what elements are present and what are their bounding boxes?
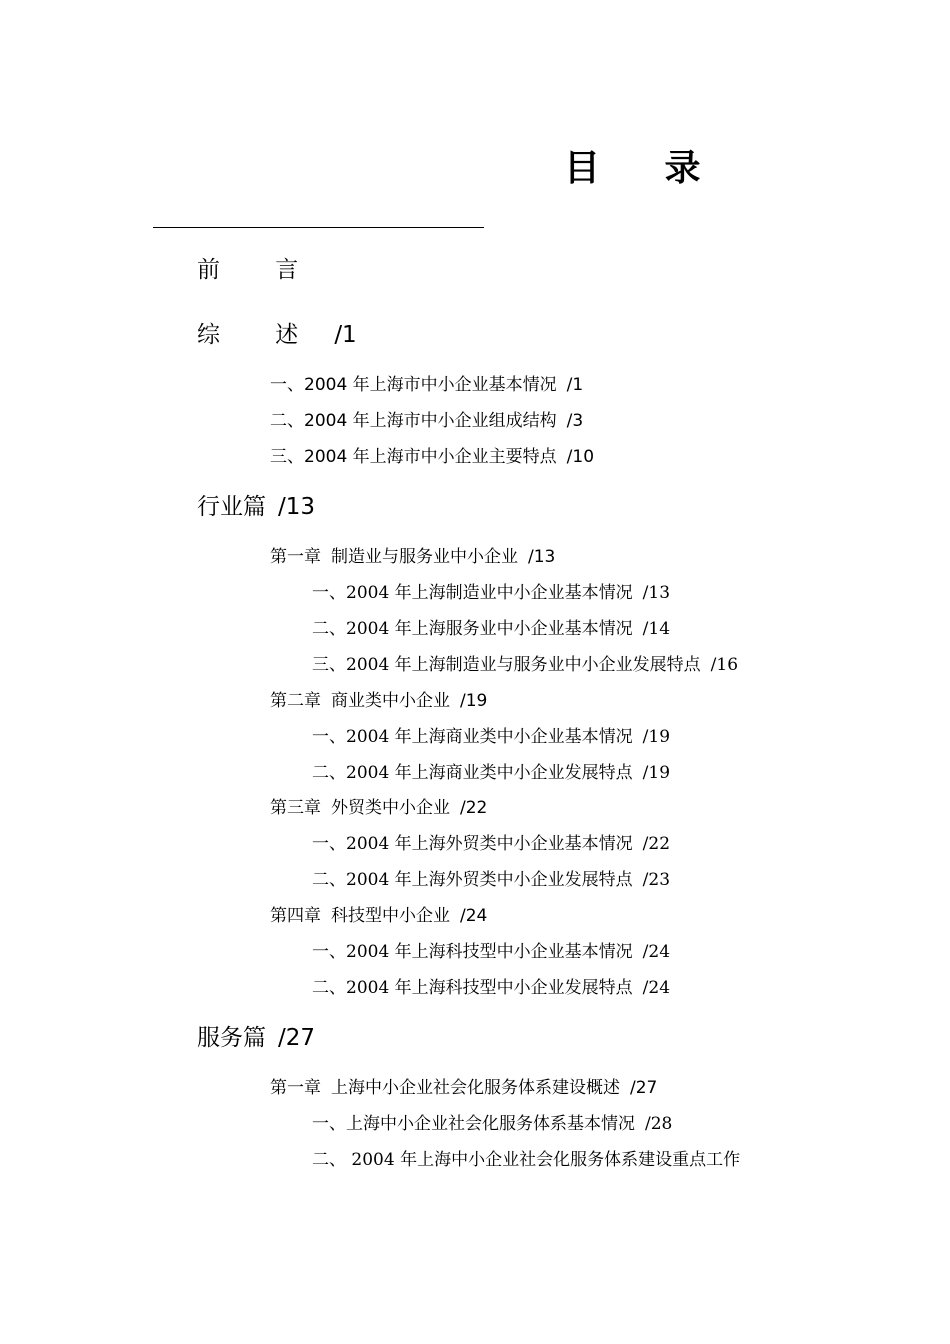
toc-entry[interactable] [312,621,670,638]
entry-text: 二、2004 年上海科技型中小企业发展特点 [312,978,633,998]
chapter-page: /27 [630,1078,658,1098]
title-rule [153,227,484,228]
toc-entry[interactable] [312,729,670,746]
part-label: 行业篇 [197,494,266,520]
chapter-title: 制造业与服务业中小企业 [331,547,518,567]
entry-text: 一、2004 年上海商业类中小企业基本情况 [312,727,633,747]
toc-entry[interactable] [312,765,670,782]
entry-text: 二、 2004 年上海中小企业社会化服务体系建设重点工作 [312,1150,741,1170]
entry-text: 二、2004 年上海商业类中小企业发展特点 [312,763,633,783]
toc-part-preface[interactable] [197,259,322,282]
part-page: /27 [278,1025,316,1051]
toc-entry[interactable] [270,413,583,430]
chapter-page: /22 [460,798,488,818]
toc-chapter[interactable] [270,549,555,566]
entry-page: /28 [645,1114,673,1134]
entry-page: /24 [642,942,671,962]
entry-page: /13 [642,583,671,603]
part-label: 综 述 [197,322,323,348]
entry-page: /19 [642,763,671,783]
chapter-label: 第四章 [270,906,321,926]
chapter-page: /24 [460,906,488,926]
chapter-label: 第三章 [270,798,321,818]
entry-page: /24 [642,978,671,998]
entry-page: /3 [566,411,584,431]
entry-page: /22 [642,834,671,854]
entry-text: 二、2004 年上海服务业中小企业基本情况 [312,619,633,639]
part-label: 前 言 [197,257,323,283]
entry-page: /14 [642,619,671,639]
entry-text: 三、2004 年上海制造业与服务业中小企业发展特点 [312,655,701,675]
toc-entry[interactable] [312,1116,672,1133]
chapter-title: 科技型中小企业 [331,906,450,926]
toc-entry[interactable] [312,836,670,853]
chapter-label: 第一章 [270,1078,321,1098]
toc-chapter[interactable] [270,800,487,817]
entry-page: /23 [642,870,671,890]
entry-text: 一、上海中小企业社会化服务体系基本情况 [312,1114,635,1134]
entry-text: 二、2004 年上海外贸类中小企业发展特点 [312,870,633,890]
entry-page: /19 [642,727,671,747]
entry-text: 一、2004 年上海科技型中小企业基本情况 [312,942,633,962]
toc-part-overview[interactable] [197,324,357,347]
toc-chapter[interactable] [270,693,487,710]
chapter-title: 外贸类中小企业 [331,798,450,818]
chapter-page: /19 [460,691,488,711]
part-page: /1 [334,322,357,348]
entry-text: 三、2004 年上海市中小企业主要特点 [270,447,557,467]
toc-entry[interactable] [312,872,670,889]
part-label: 服务篇 [197,1025,266,1051]
entry-text: 一、2004 年上海市中小企业基本情况 [270,375,557,395]
toc-entry[interactable] [312,585,670,602]
chapter-label: 第二章 [270,691,321,711]
toc-entry[interactable] [312,980,670,997]
entry-page: /1 [566,375,584,395]
chapter-title: 商业类中小企业 [331,691,450,711]
page-title: 目 录 [564,148,727,189]
entry-page: /16 [710,655,739,675]
toc-entry[interactable] [270,377,583,394]
toc-entry[interactable] [270,449,594,466]
entry-text: 一、2004 年上海制造业中小企业基本情况 [312,583,633,603]
entry-text: 一、2004 年上海外贸类中小企业基本情况 [312,834,633,854]
part-page: /13 [278,494,316,520]
chapter-label: 第一章 [270,547,321,567]
toc-entry[interactable] [312,657,738,674]
toc-entry[interactable] [312,1152,750,1169]
entry-page: /10 [566,447,595,467]
entry-text: 二、2004 年上海市中小企业组成结构 [270,411,557,431]
toc-chapter[interactable] [270,1080,657,1097]
chapter-title: 上海中小企业社会化服务体系建设概述 [331,1078,620,1098]
toc-chapter[interactable] [270,908,487,925]
chapter-page: /13 [528,547,556,567]
toc-part-industry[interactable] [197,496,315,519]
toc-part-service[interactable] [197,1027,315,1050]
toc-entry[interactable] [312,944,670,961]
